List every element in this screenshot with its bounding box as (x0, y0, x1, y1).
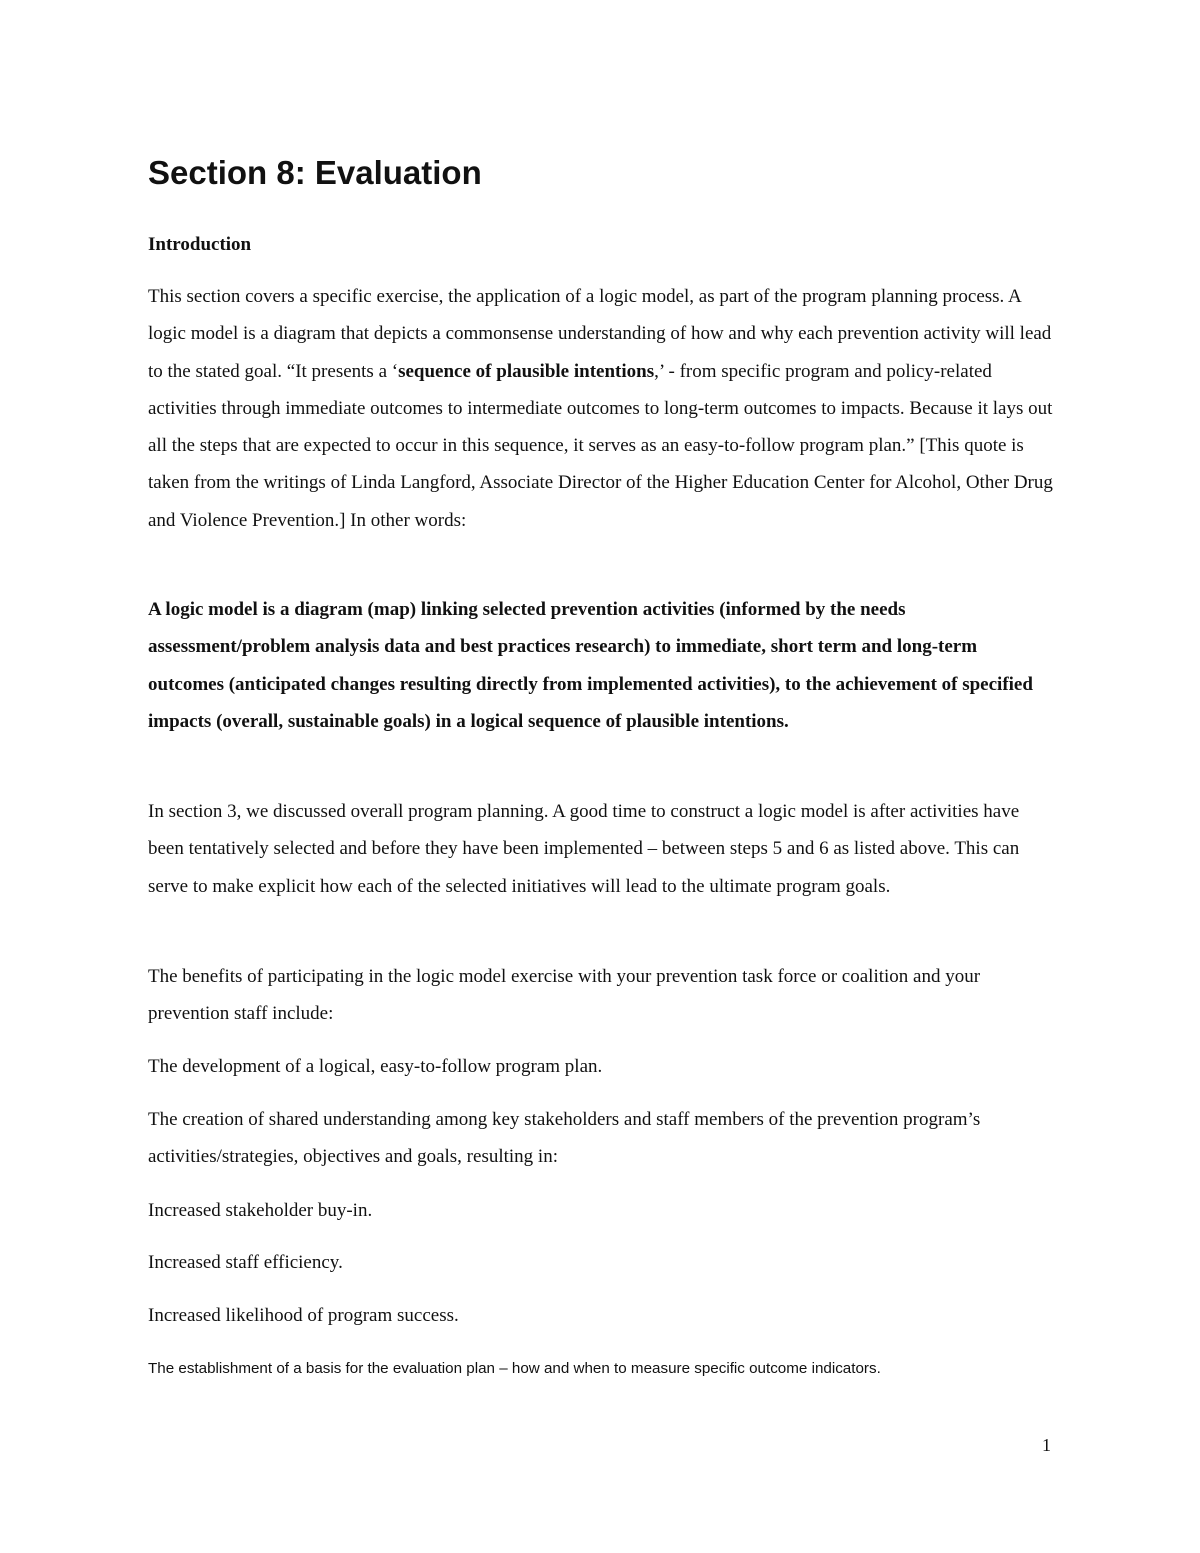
result-stakeholder-buyin: Increased stakeholder buy-in. (148, 1200, 373, 1221)
page-number: 1 (1042, 1435, 1051, 1455)
benefit-shared-understanding: The creation of shared understanding among key stakeholders and staff members of the prevention program’s activities/strategies, objectives and goals, resulting in: (148, 1109, 981, 1168)
benefit-evaluation-basis: The establishment of a basis for the evaluation plan – how and when to measure specific outcome indicators. (148, 1360, 881, 1377)
logic-model-definition: A logic model is a diagram (map) linking selected prevention activities (informed by the needs assessment/problem analysis data and best practices research) to immediate, short term and long-term outcomes (anticipated changes resulting directly from implemented activities), to the achievement of specified impacts (overall, sustainable goals) in a logical sequence of plausible intentions. (148, 599, 1033, 732)
section-title: Section 8: Evaluation (148, 154, 482, 191)
benefits-intro-paragraph: The benefits of participating in the logic model exercise with your prevention task force or coalition and your prevention staff include: (148, 966, 981, 1025)
benefit-development: The development of a logical, easy-to-follow program plan. (148, 1056, 603, 1077)
intro-emphasis: sequence of plausible intentions (398, 360, 655, 382)
section3-paragraph: In section 3, we discussed overall program planning. A good time to construct a logic model is after activities have been tentatively selected and before they have been implemented – between steps 5 and 6 as listed above. This can serve to make explicit how each of the selected initiatives will lead to the ultimate program goals. (148, 801, 1020, 897)
result-program-success: Increased likelihood of program success. (148, 1305, 459, 1326)
intro-paragraph (148, 278, 1053, 539)
introduction-heading: Introduction (148, 234, 252, 255)
intro-text-part1: This section covers a specific exercise, the application of a logic model, as part of the program planning process. A logic model is a diagram that depicts a commonsense understanding of how and why each prevention activity will lead to the stated goal. “It presents a ‘ (148, 286, 1052, 382)
result-staff-efficiency: Increased staff efficiency. (148, 1252, 343, 1273)
intro-text-part2: ,’ - from specific program and policy-related activities through immediate outcomes to intermediate outcomes to long-term outcomes to impacts. Because it lays out all the steps that are expected to occur in this sequence, it serves as an easy-to-follow program plan.” [This quote is taken from the writings of Linda Langford, Associate Director of the Higher Education Center for Alcohol, Other Drug and Violence Prevention.] In other words: (148, 360, 1053, 531)
